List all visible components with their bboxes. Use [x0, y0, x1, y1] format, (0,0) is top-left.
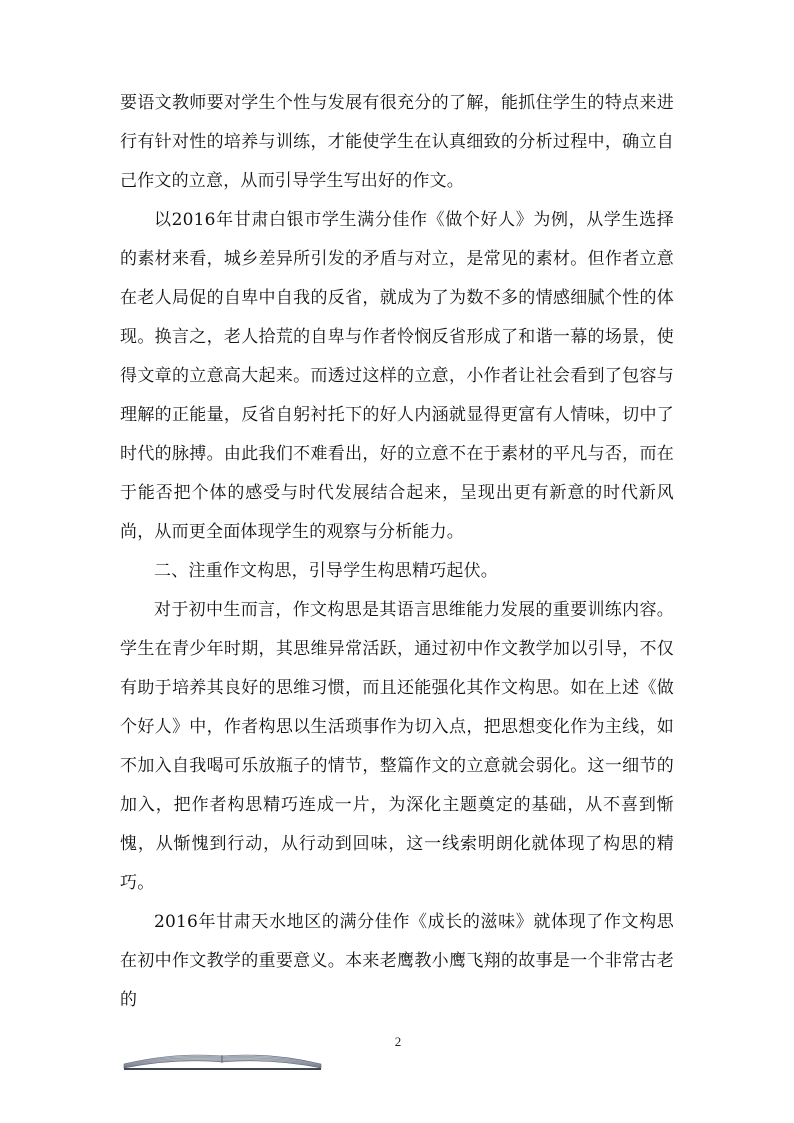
page-number: 2: [394, 1034, 402, 1049]
paragraph-2: 以2016年甘肃白银市学生满分佳作《做个好人》为例，从学生选择的素材来看，城乡差异所引发的矛盾与对立，是常见的素材。但作者立意在老人局促的自卑中自我的反省，就成为了为数不多的情感细腻个性的体现。换言之，老人拾荒的自卑与作者怜悯反省形成了和谐一幕的场景，使得文章的立意高大起来。而透过这样的立意，小作者让社会看到了包容与理解的正能量，反省自躬衬托下的好人内涵就显得更富有人情味，切中了时代的脉搏。由此我们不难看出，好的立意不在于素材的平凡与否，而在于能否把个体的感受与时代发展结合起来，呈现出更有新意的时代新风尚，从而更全面体现学生的观察与分析能力。: [120, 210, 674, 542]
open-book-icon: [120, 1046, 325, 1072]
paragraph-1: 要语文教师要对学生个性与发展有很充分的了解，能抓住学生的特点来进行有针对性的培养与训练，才能使学生在认真细致的分析过程中，确立自己作文的立意，从而引导学生写出好的作文。: [120, 93, 674, 191]
paragraph-3: 对于初中生而言，作文构思是其语言思维能力发展的重要训练内容。学生在青少年时期，其思维异常活跃，通过初中作文教学加以引导，不仅有助于培养其良好的思维习惯，而且还能强化其作文构思。如在上述《做个好人》中，作者构思以生活琐事作为切入点，把思想变化作为主线，如不加入自我喝可乐放瓶子的情节，整篇作文的立意就会弱化。这一细节的加入，把作者构思精巧连成一片，为深化主题奠定的基础，从不喜到惭愧，从惭愧到行动，从行动到回味，这一线索明朗化就体现了构思的精巧。: [120, 600, 674, 893]
paragraph-4: 2016年甘肃天水地区的满分佳作《成长的滋味》就体现了作文构思在初中作文教学的重要意义。本来老鹰教小鹰飞翔的故事是一个非常古老的: [120, 912, 674, 1010]
section-heading: 二、注重作文构思，引导学生构思精巧起伏。: [154, 561, 498, 581]
body-text: [120, 84, 674, 1020]
